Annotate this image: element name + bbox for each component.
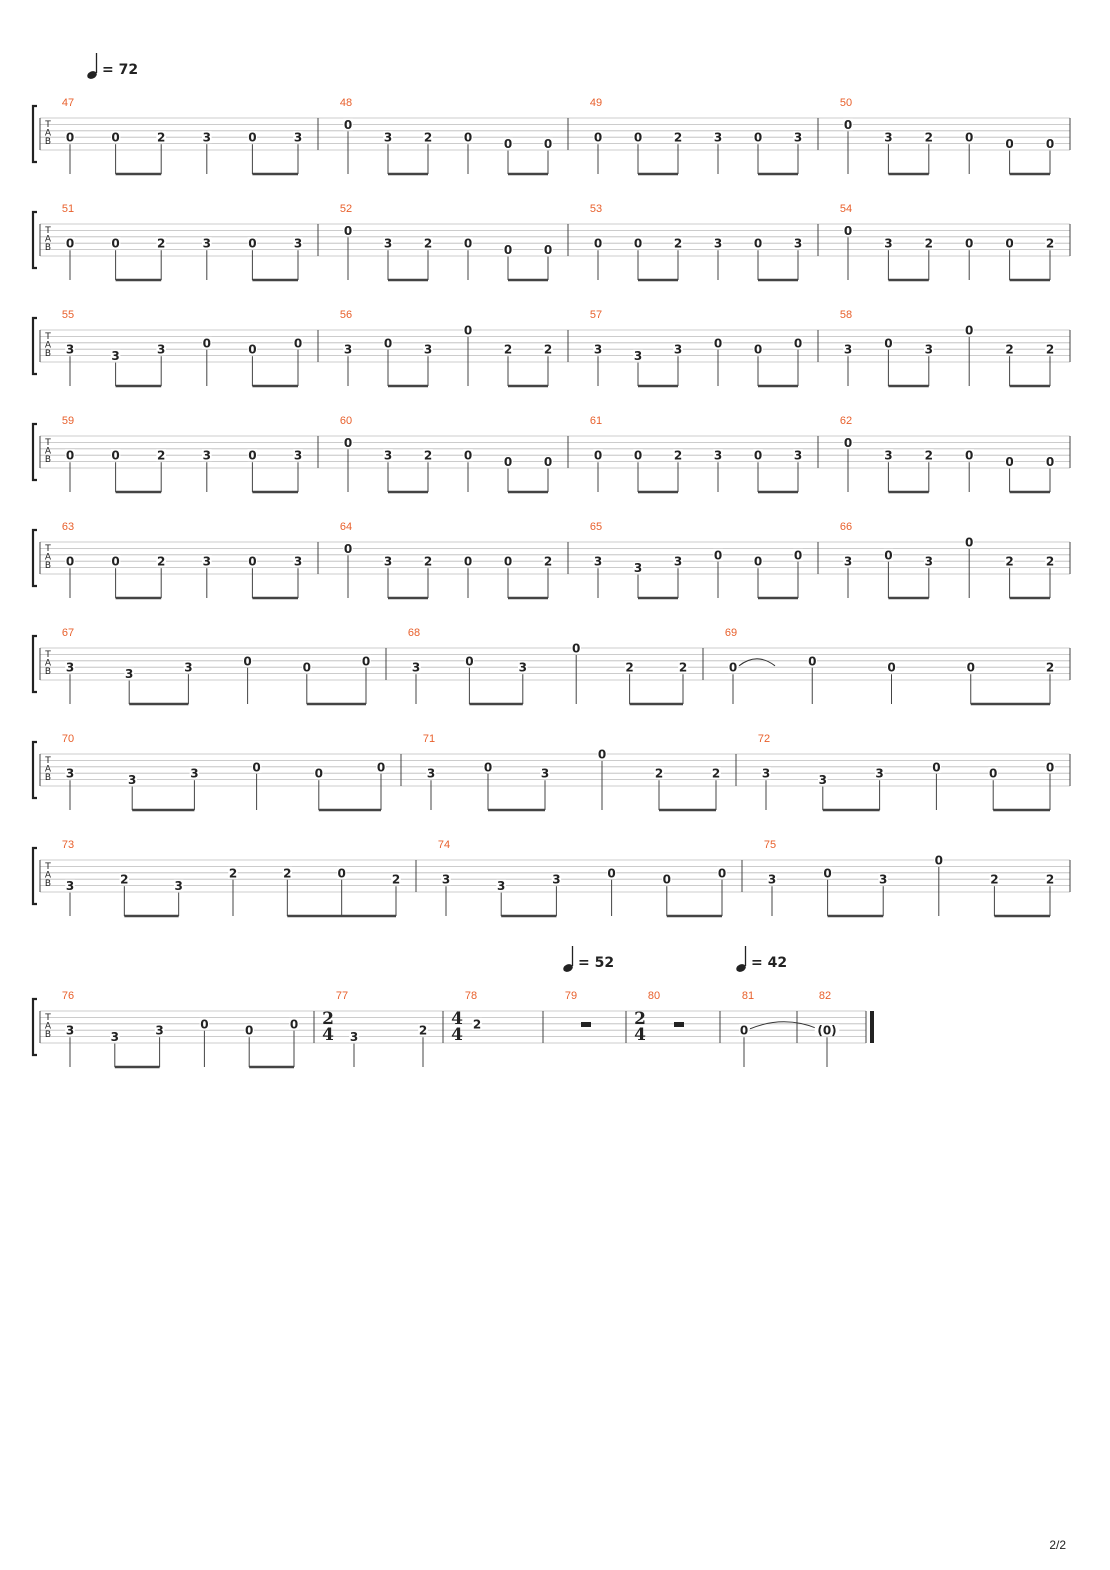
fret-number: 0 (111, 130, 120, 145)
fret-number: 3 (293, 554, 303, 569)
fret-number: 0 (934, 853, 943, 868)
fret-number: 3 (293, 236, 303, 251)
tempo-label: = 42 (751, 955, 788, 971)
measure-number: 57 (589, 309, 603, 321)
fret-number: 0 (717, 866, 727, 881)
fret-number: 3 (633, 561, 643, 576)
fret-number: 0 (633, 236, 643, 251)
fret-number: 3 (157, 342, 166, 357)
time-sig-bottom: 4 (634, 1025, 646, 1045)
fret-number: 2 (120, 872, 129, 887)
fret-number: 3 (423, 342, 433, 357)
tab-clef-letter: B (44, 772, 52, 783)
fret-number: 0 (293, 336, 303, 351)
fret-number: 0 (111, 448, 120, 463)
measure-number: 65 (589, 521, 603, 533)
fret-number: 2 (423, 448, 433, 463)
tab-clef-letter: B (44, 454, 52, 465)
fret-number: 0 (463, 323, 473, 338)
fret-number: 0 (593, 236, 603, 251)
fret-number: 2 (1045, 342, 1055, 357)
fret-number: 3 (713, 130, 723, 145)
fret-number: 0 (248, 448, 257, 463)
tab-clef-letter: A (44, 446, 52, 457)
fret-number: 2 (625, 660, 634, 675)
fret-number: 2 (543, 342, 553, 357)
fret-number: 0 (248, 130, 257, 145)
fret-number: 2 (423, 236, 433, 251)
measure-number: 62 (839, 415, 853, 427)
fret-number: 0 (503, 455, 513, 470)
fret-number: 0 (633, 448, 643, 463)
fret-number: 0 (337, 866, 346, 881)
measure-number: 61 (589, 415, 603, 427)
fret-number: 0 (361, 654, 371, 669)
time-sig-bottom: 4 (322, 1025, 334, 1045)
fret-number: 2 (228, 866, 238, 881)
fret-number: 0 (753, 554, 763, 569)
fret-number: 0 (593, 448, 603, 463)
fret-number: 3 (884, 448, 893, 463)
fret-number: 0 (483, 760, 493, 775)
fret-number: 3 (884, 236, 893, 251)
measure-number: 74 (437, 839, 451, 851)
fret-number: 0 (753, 130, 763, 145)
fret-number: 0 (543, 243, 553, 258)
fret-number: 0 (633, 130, 643, 145)
fret-number: 2 (157, 236, 166, 251)
fret-number: 2 (423, 130, 433, 145)
tab-clef-letter: T (45, 650, 51, 660)
tab-clef-letter: A (44, 764, 52, 775)
fret-number: 0 (662, 872, 671, 887)
time-sig-bottom: 4 (451, 1025, 463, 1045)
measure-number: 76 (61, 990, 75, 1002)
fret-number: 3 (518, 660, 527, 675)
tab-clef-letter: B (44, 348, 52, 359)
tie-arc (739, 659, 775, 666)
fret-number: 0 (843, 223, 853, 238)
fret-number: 0 (966, 660, 975, 675)
measure-number: 55 (61, 309, 75, 321)
measure-number: 47 (61, 97, 75, 109)
fret-number: 3 (426, 766, 436, 781)
fret-number: 2 (157, 448, 166, 463)
fret-number: 0 (248, 342, 257, 357)
fret-number: 0 (383, 336, 393, 351)
fret-number: 3 (411, 660, 421, 675)
fret-number: 2 (157, 130, 166, 145)
fret-number: 0 (884, 336, 893, 351)
fret-number: 3 (673, 554, 683, 569)
fret-number: 0 (543, 455, 553, 470)
measure-number: 72 (757, 733, 771, 745)
fret-number: 0 (823, 866, 832, 881)
fret-number: 0 (753, 448, 763, 463)
fret-number: 3 (383, 236, 393, 251)
time-sig-top: 2 (322, 1009, 334, 1029)
tab-clef-letter: T (45, 438, 51, 448)
fret-number: 3 (383, 448, 393, 463)
fret-number: 3 (202, 130, 211, 145)
fret-number: 3 (202, 554, 211, 569)
fret-number: 0 (200, 1017, 209, 1032)
system-bracket (33, 318, 37, 374)
measure-number: 82 (818, 990, 832, 1002)
measure-number: 67 (61, 627, 75, 639)
half-rest (581, 1022, 591, 1027)
fret-number: 2 (1045, 660, 1055, 675)
measure-number: 50 (839, 97, 853, 109)
system-bracket (33, 424, 37, 480)
fret-number: 0 (245, 1023, 254, 1038)
fret-number: 0 (965, 323, 974, 338)
fret-number: 0 (597, 747, 607, 762)
system-bracket (33, 212, 37, 268)
fret-number: 2 (678, 660, 688, 675)
measure-number: 75 (763, 839, 777, 851)
fret-number: 2 (423, 554, 433, 569)
tab-clef-letter: A (44, 234, 52, 245)
fret-number: 0 (343, 541, 353, 556)
fret-number: 2 (924, 130, 933, 145)
fret-number: 3 (343, 342, 353, 357)
fret-number: 3 (793, 236, 803, 251)
fret-number: 0 (65, 448, 75, 463)
fret-number: 2 (503, 342, 513, 357)
fret-number: 2 (543, 554, 553, 569)
fret-number: 2 (1045, 872, 1055, 887)
measure-number: 58 (839, 309, 853, 321)
tab-clef-letter: B (44, 560, 52, 571)
half-rest (674, 1022, 684, 1027)
fret-number: 3 (65, 342, 75, 357)
fret-number: 3 (924, 342, 933, 357)
system-bracket (33, 106, 37, 162)
fret-number: 0 (111, 236, 120, 251)
fret-number: 2 (157, 554, 166, 569)
fret-number: 3 (65, 879, 75, 894)
system-bracket (33, 530, 37, 586)
tab-clef-letter: A (44, 552, 52, 563)
fret-number: 0 (843, 435, 853, 450)
fret-number: 0 (302, 660, 311, 675)
fret-number: 3 (128, 773, 137, 788)
time-sig-top: 4 (451, 1009, 463, 1029)
tempo-label: = 52 (578, 955, 615, 971)
fret-number: 0 (1005, 137, 1014, 152)
fret-number: 3 (843, 554, 853, 569)
measure-number: 48 (339, 97, 353, 109)
measure-number: 80 (647, 990, 661, 1002)
fret-number: 3 (125, 667, 134, 682)
fret-number: 0 (202, 336, 211, 351)
fret-number: 0 (111, 554, 120, 569)
fret-number: 3 (540, 766, 550, 781)
fret-number: 3 (65, 660, 75, 675)
tab-clef-letter: A (44, 870, 52, 881)
system-bracket (33, 848, 37, 904)
fret-number: 3 (441, 872, 451, 887)
fret-number: 2 (711, 766, 721, 781)
measure-number: 68 (407, 627, 421, 639)
measure-number: 79 (564, 990, 578, 1002)
measure-number: 54 (839, 203, 853, 215)
fret-number: 3 (111, 349, 120, 364)
fret-number: 0 (503, 243, 513, 258)
fret-number: 3 (593, 342, 603, 357)
fret-number: 3 (202, 236, 211, 251)
fret-number: 0 (1045, 137, 1055, 152)
fret-number: 0 (793, 548, 803, 563)
tab-clef-letter: T (45, 226, 51, 236)
fret-number: 2 (391, 872, 401, 887)
tab-clef-letter: T (45, 332, 51, 342)
fret-number: 3 (497, 879, 506, 894)
fret-number: 3 (843, 342, 853, 357)
fret-number: 3 (673, 342, 683, 357)
fret-number: 3 (818, 773, 827, 788)
system-bracket (33, 742, 37, 798)
fret-number: 0 (965, 236, 974, 251)
fret-number: 0 (65, 554, 75, 569)
fret-number: 3 (884, 130, 893, 145)
fret-number: 3 (174, 879, 183, 894)
tab-clef-letter: B (44, 666, 52, 677)
fret-number: 3 (552, 872, 561, 887)
fret-number: 0 (252, 760, 261, 775)
fret-number: 3 (383, 130, 393, 145)
fret-number: 0 (465, 654, 474, 669)
fret-number: 2 (924, 236, 933, 251)
fret-number: 0 (843, 117, 853, 132)
fret-number: 0 (728, 660, 738, 675)
fret-number: 0 (884, 548, 893, 563)
fret-number: 0 (739, 1023, 749, 1038)
tab-clef-letter: A (44, 658, 52, 669)
fret-number: 2 (1005, 342, 1014, 357)
fret-number: 0 (503, 137, 513, 152)
system-bracket (33, 999, 37, 1055)
measure-number: 70 (61, 733, 75, 745)
tie-arc (750, 1022, 818, 1029)
fret-number: 0 (503, 554, 513, 569)
fret-number: 0 (572, 641, 581, 656)
fret-number: 3 (924, 554, 933, 569)
system-bracket (33, 636, 37, 692)
fret-number: 3 (593, 554, 603, 569)
fret-number: 0 (808, 654, 817, 669)
measure-number: 56 (339, 309, 353, 321)
fret-number: 0 (1005, 236, 1014, 251)
fret-number: 2 (654, 766, 664, 781)
fret-number: (0) (817, 1023, 837, 1038)
fret-number: 0 (713, 336, 723, 351)
tab-clef-letter: B (44, 136, 52, 147)
fret-number: 2 (1005, 554, 1014, 569)
fret-number: 3 (875, 766, 884, 781)
fret-number: 3 (184, 660, 193, 675)
fret-number: 2 (673, 236, 683, 251)
fret-number: 0 (1005, 455, 1014, 470)
fret-number: 0 (314, 766, 323, 781)
tempo-label: = 72 (102, 62, 139, 78)
fret-number: 0 (343, 435, 353, 450)
tab-clef-letter: B (44, 1029, 52, 1040)
page-number: 2/2 (1049, 1538, 1066, 1552)
measure-number: 78 (464, 990, 478, 1002)
tab-clef-letter: T (45, 120, 51, 130)
fret-number: 3 (713, 448, 723, 463)
fret-number: 0 (65, 236, 75, 251)
fret-number: 3 (110, 1030, 119, 1045)
fret-number: 0 (463, 130, 473, 145)
tab-clef-letter: B (44, 242, 52, 253)
fret-number: 0 (289, 1017, 299, 1032)
fret-number: 3 (155, 1023, 164, 1038)
fret-number: 0 (248, 236, 257, 251)
fret-number: 2 (924, 448, 933, 463)
fret-number: 3 (65, 766, 75, 781)
measure-number: 59 (61, 415, 75, 427)
fret-number: 0 (932, 760, 941, 775)
fret-number: 0 (989, 766, 998, 781)
tab-clef-letter: T (45, 1013, 51, 1023)
fret-number: 2 (673, 130, 683, 145)
fret-number: 0 (887, 660, 896, 675)
fret-number: 0 (543, 137, 553, 152)
tab-clef-letter: T (45, 756, 51, 766)
fret-number: 3 (793, 130, 803, 145)
fret-number: 0 (753, 342, 763, 357)
fret-number: 3 (349, 1030, 359, 1045)
fret-number: 0 (593, 130, 603, 145)
fret-number: 3 (190, 766, 199, 781)
fret-number: 0 (376, 760, 386, 775)
fret-number: 2 (990, 872, 999, 887)
tab-clef-letter: A (44, 1021, 52, 1032)
measure-number: 73 (61, 839, 75, 851)
fret-number: 3 (713, 236, 723, 251)
time-sig-top: 2 (634, 1009, 646, 1029)
measure-number: 60 (339, 415, 353, 427)
fret-number: 0 (463, 448, 473, 463)
measure-number: 66 (839, 521, 853, 533)
measure-number: 63 (61, 521, 75, 533)
measure-number: 51 (61, 203, 75, 215)
fret-number: 0 (753, 236, 763, 251)
tab-clef-letter: A (44, 128, 52, 139)
fret-number: 3 (293, 130, 303, 145)
fret-number: 2 (673, 448, 683, 463)
fret-number: 3 (633, 349, 643, 364)
measure-number: 64 (339, 521, 353, 533)
measure-number: 71 (422, 733, 436, 745)
fret-number: 3 (293, 448, 303, 463)
fret-number: 0 (243, 654, 252, 669)
measure-number: 52 (339, 203, 353, 215)
fret-number: 0 (607, 866, 616, 881)
tab-clef-letter: A (44, 340, 52, 351)
fret-number: 3 (383, 554, 393, 569)
fret-number: 3 (879, 872, 888, 887)
fret-number: 0 (343, 223, 353, 238)
fret-number: 2 (472, 1017, 482, 1032)
fret-number: 0 (65, 130, 75, 145)
fret-number: 0 (965, 448, 974, 463)
fret-number: 0 (965, 130, 974, 145)
fret-number: 0 (965, 535, 974, 550)
fret-number: 0 (248, 554, 257, 569)
fret-number: 0 (463, 554, 473, 569)
fret-number: 0 (1045, 760, 1055, 775)
measure-number: 53 (589, 203, 603, 215)
fret-number: 3 (793, 448, 803, 463)
fret-number: 3 (65, 1023, 75, 1038)
fret-number: 2 (283, 866, 292, 881)
fret-number: 2 (1045, 554, 1055, 569)
fret-number: 0 (713, 548, 723, 563)
fret-number: 2 (1045, 236, 1055, 251)
tab-clef-letter: T (45, 862, 51, 872)
fret-number: 0 (343, 117, 353, 132)
fret-number: 3 (761, 766, 771, 781)
tab-clef-letter: T (45, 544, 51, 554)
tab-clef-letter: B (44, 878, 52, 889)
measure-number: 69 (724, 627, 738, 639)
measure-number: 81 (741, 990, 755, 1002)
fret-number: 3 (202, 448, 211, 463)
fret-number: 0 (463, 236, 473, 251)
measure-number: 77 (335, 990, 349, 1002)
fret-number: 0 (793, 336, 803, 351)
fret-number: 2 (418, 1023, 428, 1038)
fret-number: 3 (767, 872, 777, 887)
fret-number: 0 (1045, 455, 1055, 470)
measure-number: 49 (589, 97, 603, 109)
